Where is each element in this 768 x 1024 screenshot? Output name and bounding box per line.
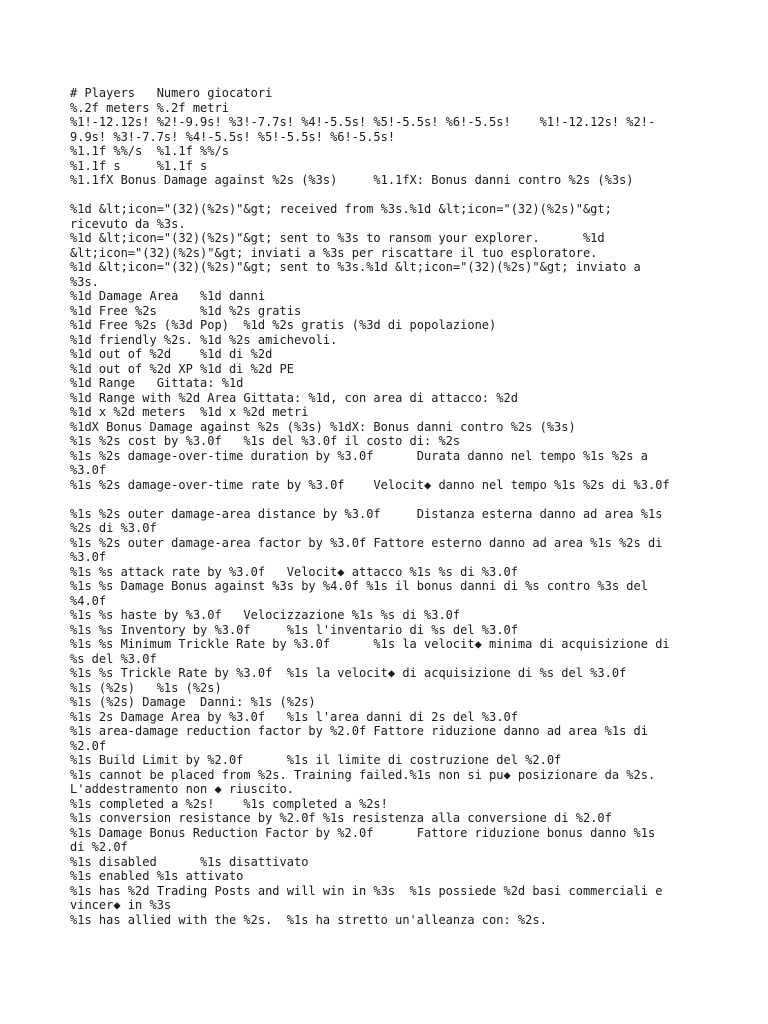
text-line: %1dX Bonus Damage against %2s (%3s) %1dX: Bonus danni contro %2s (%3s) xyxy=(70,419,576,434)
text-line: %1s enabled %1s attivato xyxy=(70,869,244,883)
text-line: %1s conversion resistance by %2.0f %1s resistenza alla conversione di %2.0f xyxy=(70,811,612,825)
text-line: %1d friendly %2s. %1d %2s amichevoli. xyxy=(70,332,338,347)
text-line: %1s %2s outer damage-area distance by %3.0f Distanza esterna danno ad area %1s xyxy=(70,506,663,521)
text-line: %1s %s haste by %3.0f Velocizzazione %1s %s di %3.0f xyxy=(70,608,461,622)
text-line: %3s. xyxy=(70,274,99,289)
text-line: 9.9s! %3!-7.7s! %4!-5.5s! %5!-5.5s! %6!-5.5s! xyxy=(70,129,396,144)
text-line: %1s %s attack rate by %3.0f Velocit◆ attacco %1s %s di %3.0f xyxy=(70,564,518,579)
text-line: %1s cannot be placed from %2s. Training failed.%1s non si pu◆ posizionare da %2s. xyxy=(70,767,656,782)
text-line: di %2.0f xyxy=(70,840,128,854)
text-line: %1s %s Trickle Rate by %3.0f %1s la velocit◆ di acquisizione di %s del %3.0f xyxy=(70,666,627,680)
text-line: %1s has %2d Trading Posts and will win in %3s %1s possiede %2d basi commerciali e xyxy=(70,883,663,898)
text-line: %1s (%2s) Damage Danni: %1s (%2s) xyxy=(70,695,316,709)
text-line: %1s completed a %2s! %1s completed a %2s! xyxy=(70,796,388,811)
text-line: %1d Free %2s %1d %2s gratis xyxy=(70,303,302,318)
text-line: vincer◆ in %3s xyxy=(70,898,172,912)
text-line: %1d out of %2d %1d di %2d xyxy=(70,347,273,361)
text-line: %1s %s Minimum Trickle Rate by %3.0f %1s la velocit◆ minima di acquisizione di xyxy=(70,637,670,651)
text-line: %1s %s Inventory by %3.0f %1s l'inventario di %s del %3.0f xyxy=(70,622,518,637)
text-line: %1.1f s %1.1f s xyxy=(70,158,208,173)
text-line: %1!-12.12s! %2!-9.9s! %3!-7.7s! %4!-5.5s! %5!-5.5s! %6!-5.5s! %1!-12.12s! %2!- xyxy=(70,115,656,129)
text-line: ricevuto da %3s. xyxy=(70,216,186,231)
text-line: %1d &lt;icon="(32)(%2s)"&gt; sent to %3s to ransom your explorer. %1d xyxy=(70,231,605,245)
text-line: %1s (%2s) %1s (%2s) xyxy=(70,680,222,695)
text-line: %1s 2s Damage Area by %3.0f %1s l'area danni di 2s del %3.0f xyxy=(70,709,518,724)
text-line: %3.0f xyxy=(70,550,107,564)
text-line: %1s has allied with the %2s. %1s ha stretto un'alleanza con: %2s. xyxy=(70,912,547,927)
text-line: %1s %2s damage-over-time rate by %3.0f Velocit◆ danno nel tempo %1s %2s di %3.0f xyxy=(70,477,670,492)
text-line: %2s di %3.0f xyxy=(70,521,157,535)
text-line: %1d &lt;icon="(32)(%2s)"&gt; sent to %3s.%1d &lt;icon="(32)(%2s)"&gt; inviato a xyxy=(70,260,641,274)
blank-line xyxy=(70,188,696,203)
text-line: L'addestramento non ◆ riuscito. xyxy=(70,782,294,796)
text-line: %1s %2s outer damage-area factor by %3.0f Fattore esterno danno ad area %1s %2s di xyxy=(70,535,663,550)
text-line: %1d out of %2d XP %1d di %2d PE xyxy=(70,361,294,376)
text-line: &lt;icon="(32)(%2s)"&gt; inviati a %3s per riscattare il tuo esploratore. xyxy=(70,245,598,260)
text-line: %1s area-damage reduction factor by %2.0f Fattore riduzione danno ad area %1s di xyxy=(70,724,648,738)
text-line: %1s %2s cost by %3.0f %1s del %3.0f il costo di: %2s xyxy=(70,434,461,448)
document-page xyxy=(70,86,696,927)
text-line: %4.0f xyxy=(70,593,107,608)
text-line: %1.1fX Bonus Damage against %2s (%3s) %1.1fX: Bonus danni contro %2s (%3s) xyxy=(70,173,634,187)
text-line: # Players Numero giocatori xyxy=(70,86,273,100)
text-line: %1s disabled %1s disattivato xyxy=(70,854,309,869)
text-line: %3.0f xyxy=(70,463,107,477)
text-line: %1s Damage Bonus Reduction Factor by %2.0f Fattore riduzione bonus danno %1s xyxy=(70,825,656,840)
text-line: %.2f meters %.2f metri xyxy=(70,100,229,115)
text-line: %1s Build Limit by %2.0f %1s il limite di costruzione del %2.0f xyxy=(70,753,562,767)
text-line: %1d Free %2s (%3d Pop) %1d %2s gratis (%3d di popolazione) xyxy=(70,318,497,332)
text-line: %1d &lt;icon="(32)(%2s)"&gt; received from %3s.%1d &lt;icon="(32)(%2s)"&gt; xyxy=(70,202,612,216)
text-line: %s del %3.0f xyxy=(70,651,157,666)
text-line: %1d x %2d meters %1d x %2d metri xyxy=(70,405,309,419)
text-line: %1d Damage Area %1d danni xyxy=(70,289,266,303)
text-line: %1s %2s damage-over-time duration by %3.0f Durata danno nel tempo %1s %2s a xyxy=(70,448,648,463)
text-line: %1s %s Damage Bonus against %3s by %4.0f %1s il bonus danni di %s contro %3s del xyxy=(70,579,648,593)
text-line: %1d Range Gittata: %1d xyxy=(70,376,244,390)
text-line: %1d Range with %2d Area Gittata: %1d, con area di attacco: %2d xyxy=(70,390,518,405)
text-line: %2.0f xyxy=(70,738,107,753)
text-line: %1.1f %%/s %1.1f %%/s xyxy=(70,144,229,158)
blank-line xyxy=(70,492,696,507)
